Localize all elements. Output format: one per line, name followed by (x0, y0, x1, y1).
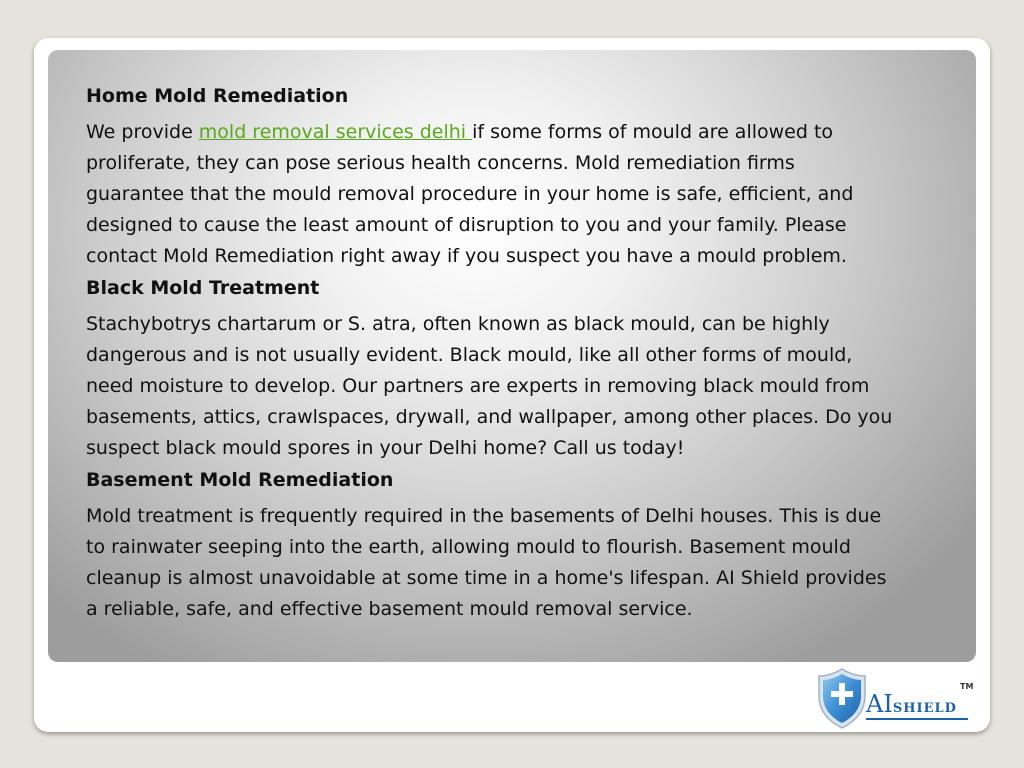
trademark-mark: TM (960, 682, 974, 691)
paragraph-line: suspect black mould spores in your Delhi home? Call us today! (86, 437, 685, 459)
shield-plus-icon (816, 666, 868, 730)
paragraph-line: guarantee that the mould removal procedure in your home is safe, efficient, and (86, 183, 854, 205)
section-heading-home-mold: Home Mold Remediation (86, 85, 349, 107)
section-paragraph-black-mold (86, 309, 952, 464)
paragraph-line: dangerous and is not usually evident. Black mould, like all other forms of mould, (86, 344, 853, 366)
paragraph-line: cleanup is almost unavoidable at some time in a home's lifespan. AI Shield provides (86, 567, 887, 589)
paragraph-line: proliferate, they can pose serious health concerns. Mold remediation firms (86, 152, 795, 174)
paragraph-line: designed to cause the least amount of disruption to you and your family. Please (86, 214, 847, 236)
slide-frame (34, 38, 990, 732)
logo-wordmark (866, 690, 957, 718)
logo-shield-text: SHIELD (892, 701, 957, 716)
paragraph-line: need moisture to develop. Our partners are experts in removing black mould from (86, 375, 870, 397)
section-heading-black-mold: Black Mold Treatment (86, 277, 320, 299)
paragraph-line: a reliable, safe, and effective basement mould removal service. (86, 598, 693, 620)
line-text: We provide (86, 121, 199, 143)
logo-underline (866, 718, 968, 720)
section-paragraph-basement-mold (86, 501, 952, 625)
ai-shield-logo (816, 666, 972, 730)
content-panel (48, 50, 976, 662)
mold-removal-services-link[interactable]: mold removal services delhi (198, 121, 473, 143)
paragraph-line: contact Mold Remediation right away if you suspect you have a mould problem. (86, 245, 847, 267)
section-paragraph-home-mold (86, 117, 952, 272)
paragraph-line: to rainwater seeping into the earth, allowing mould to flourish. Basement mould (86, 536, 851, 558)
paragraph-line: basements, attics, crawlspaces, drywall, and wallpaper, among other places. Do you (86, 406, 893, 428)
paragraph-line: Mold treatment is frequently required in the basements of Delhi houses. This is due (86, 505, 882, 527)
paragraph-line: Stachybotrys chartarum or S. atra, often known as black mould, can be highly (86, 313, 830, 335)
section-heading-basement-mold: Basement Mold Remediation (86, 469, 394, 491)
paragraph-line (86, 117, 952, 148)
line-text: if some forms of mould are allowed to (472, 121, 834, 143)
logo-ai-text: AI (866, 690, 893, 718)
